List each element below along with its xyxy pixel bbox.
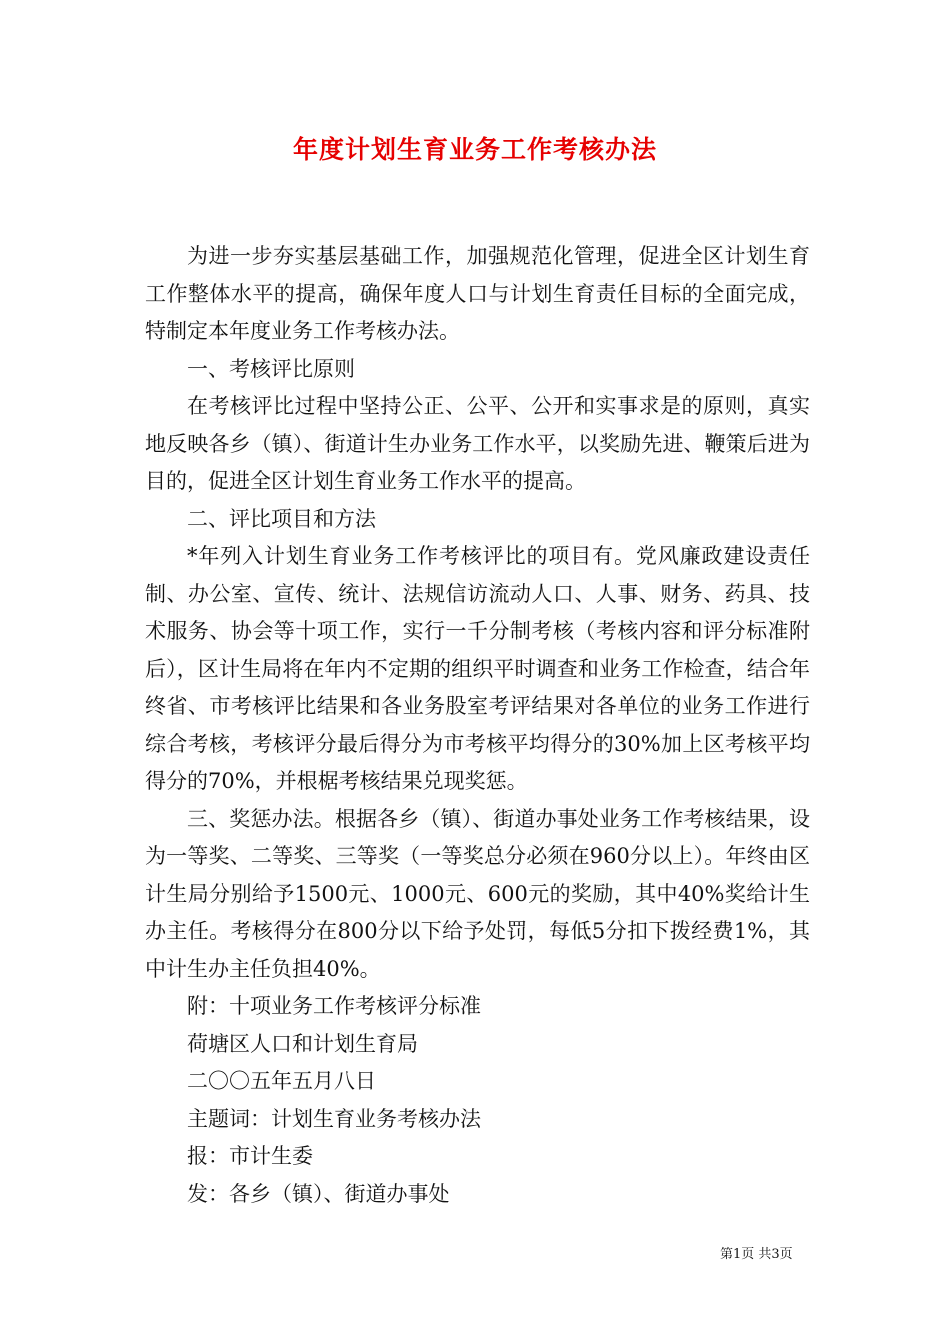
report-to-line: 报：市计生委 [187,1144,313,1168]
intro-paragraph: 为进一步夯实基层基础工作，加强规范化管理，促进全区计划生育工作整体水平的提高，确保年度人口与计划生育责任目标的全面完成，特制定本年度业务工作考核办法。 [145,244,810,343]
section2-heading: 二、评比项目和方法 [187,506,376,531]
appendix-line: 附：十项业务工作考核评分标准 [187,994,481,1018]
section1-heading: 一、考核评比原则 [187,356,355,381]
page-number [720,1246,820,1264]
section2-paragraph: *年列入计划生育业务工作考核评比的项目有。党风廉政建设责任制、办公室、宣传、统计、法规信访流动人口、人事、财务、药具、技术服务、协会等十项工作，实行一千分制考核（考核内容和评分标准附后），区计生局将在年内不定期的组织平时调查和业务工作检查，结合年终省、市考核评比结果和各业务股室考评结果对各单位的业务工作进行综合考核，考核评分最后得分为市考核平均得分的30%加上区考核平均得分的70%，并根椐考核结果兑现奖惩。 [145,544,810,793]
issuer-line: 荷塘区人口和计划生育局 [187,1031,418,1056]
date-line: 二〇〇五年五月八日 [187,1069,376,1093]
section1-paragraph: 在考核评比过程中坚持公正、公平、公开和实事求是的原则，真实地反映各乡（镇）、街道计生办业务工作水平，以奖励先进、鞭策后进为目的，促进全区计划生育业务工作水平的提高。 [145,394,810,493]
keywords-line: 主题词：计划生育业务考核办法 [187,1106,481,1131]
document-body [145,238,810,1213]
document-title: 年度计划生育业务工作考核办法 [292,135,657,164]
page-number-label: 第1页 共3页 [720,1247,793,1262]
distribute-to-line: 发：各乡（镇）、街道办事处 [187,1181,450,1206]
section3-paragraph: 三、奖惩办法。根据各乡（镇）、街道办事处业务工作考核结果，设为一等奖、二等奖、三等奖（一等奖总分必须在960分以上）。年终由区计生局分别给予1500元、1000元、600元的奖励，其中40%奖给计生办主任。考核得分在800分以下给予处罚，每低5分扣下拨经费1%，其中计生办主任负担40%。 [145,806,810,981]
